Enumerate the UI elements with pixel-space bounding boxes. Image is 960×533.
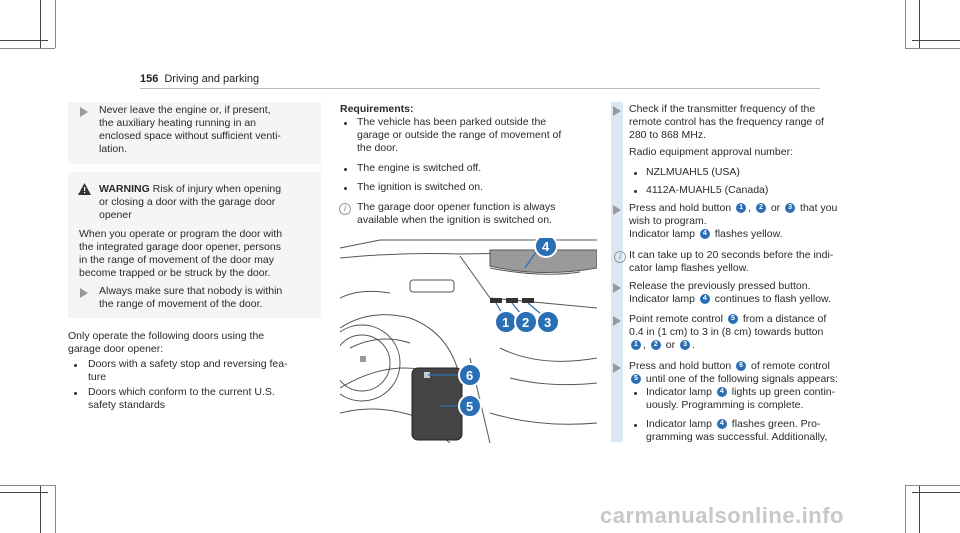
step-arrow-icon (80, 107, 88, 117)
crop-mark (55, 485, 56, 533)
crop-mark (919, 485, 920, 533)
radio-number-usa: NZLMUAHL5 (USA) (646, 166, 740, 178)
step-arrow-icon (613, 363, 621, 373)
crop-mark (905, 48, 960, 49)
svg-text:6: 6 (466, 368, 474, 383)
info-text: The garage door opener function is always available when the ignition is switched on. (357, 201, 556, 226)
signal-green-flashing: Indicator lamp 4 flashes green. Pro- gramming was successful. Additionally, (646, 418, 828, 443)
crop-mark (55, 0, 56, 48)
step-arrow-icon (80, 288, 88, 298)
warning-body: When you operate or program the door with the integrated garage door opener, persons in the range of movement of the door may become trapped or be struck by the door. (79, 228, 283, 279)
step-release-button: Release the previously pressed button. Indicator lamp 4 continues to flash yellow. (629, 280, 831, 305)
callout-2 (515, 311, 537, 333)
intro-text: Only operate the following doors using the garage door opener: (68, 330, 265, 355)
callout-5 (459, 395, 481, 417)
page-number: 156 (140, 73, 159, 85)
info-icon: i (339, 203, 351, 215)
step-arrow-icon (613, 316, 621, 326)
step-press-button: Press and hold button 1 , 2 or 3 that you wish to program. Indicator lamp 4 flashes yellow. (629, 202, 838, 240)
info-text: It can take up to 20 seconds before the indi- cator lamp flashes yellow. (629, 249, 834, 274)
bullet (344, 187, 347, 190)
car-interior-illustration (340, 238, 597, 443)
crop-mark (919, 0, 920, 48)
requirement-item: The engine is switched off. (357, 162, 482, 174)
warning-icon (78, 183, 91, 195)
crop-mark (40, 0, 41, 48)
bullet (74, 364, 77, 367)
step-arrow-icon (613, 106, 621, 116)
svg-text:5: 5 (466, 399, 474, 414)
svg-text:3: 3 (544, 315, 552, 330)
step-sidebar (611, 102, 623, 442)
radio-number-canada: 4112A-MUAHL5 (Canada) (646, 184, 769, 196)
bullet (634, 424, 637, 427)
bullet (344, 122, 347, 125)
requirement-item: The ignition is switched on. (357, 181, 484, 193)
watermark: carmanualsonline.info (600, 503, 844, 528)
bullet (344, 168, 347, 171)
crop-mark (40, 485, 41, 533)
warning-step: Always make sure that nobody is within the range of movement of the door. (99, 285, 283, 310)
step-press-remote: Press and hold button 6 of remote control 5 until one of the following signals appears: (629, 360, 838, 385)
page-header (140, 73, 259, 85)
bullet (634, 190, 637, 193)
crop-mark (0, 48, 55, 49)
info-icon: i (614, 251, 626, 263)
callout-4 (535, 238, 557, 257)
svg-text:4: 4 (542, 239, 550, 254)
step-arrow-icon (613, 283, 621, 293)
crop-mark (905, 485, 960, 486)
bullet (634, 172, 637, 175)
header-rule (140, 88, 820, 89)
list-item: Doors which conform to the current U.S. safety standards (88, 386, 275, 411)
crop-mark (905, 0, 906, 48)
section-title: Driving and parking (164, 73, 260, 85)
bullet (634, 392, 637, 395)
requirements-title: Requirements: (340, 103, 414, 115)
callout-6 (459, 364, 481, 386)
svg-text:1: 1 (502, 315, 510, 330)
crop-mark (905, 485, 906, 533)
step-point-remote: Point remote control 5 from a distance of 0.4 in (1 cm) to 3 in (8 cm) towards button 1 , 2 or 3 . (629, 313, 827, 351)
step-arrow-icon (613, 205, 621, 215)
warning-label: WARNING (99, 183, 150, 195)
step-check-frequency: Check if the transmitter frequency of the remote control has the frequency range of 280 to 868 MHz. Radio equipment approval number: (629, 103, 824, 158)
warning-header: WARNING Risk of injury when opening or closing a door with the garage door opener (99, 183, 282, 221)
callout-3 (537, 311, 559, 333)
signal-green-steady: Indicator lamp 4 lights up green contin- uously. Programming is complete. (646, 386, 836, 411)
bullet (74, 392, 77, 395)
list-item: Doors with a safety stop and reversing fea- ture (88, 358, 288, 383)
svg-text:2: 2 (522, 315, 530, 330)
callout-1 (495, 311, 517, 333)
requirement-item: The vehicle has been parked outside the garage or outside the range of movement of the door. (357, 116, 562, 154)
note-text: Never leave the engine or, if present, the auxiliary heating running in an enclosed space without sufficient venti- lation. (99, 104, 281, 155)
crop-mark (0, 485, 55, 486)
